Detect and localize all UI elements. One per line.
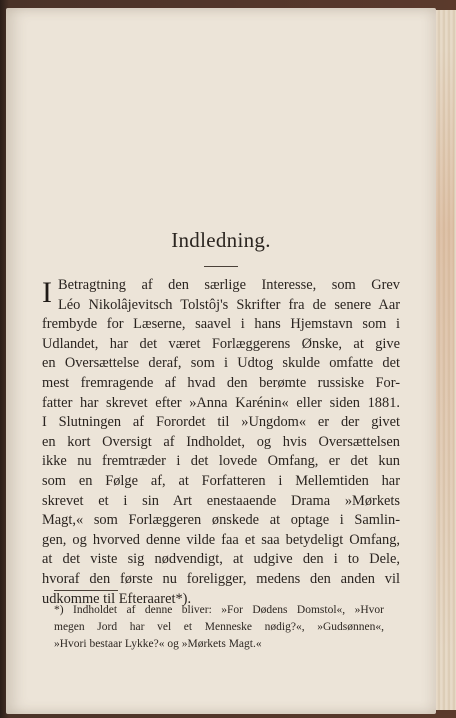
footnote-line: megen Jord har vel et Menneske nødig?«, »Gudsønnen«, (54, 621, 384, 633)
footnote-line: »Hvori bestaar Lykke?« og »Mørkets Magt.« (54, 638, 262, 650)
text-line: en Oversættelse deraf, som i Udtog skulde omfatte det (42, 355, 400, 372)
heading-rule (204, 266, 238, 267)
text-line: gen, og hvorved denne vilde faa et saa betydeligt Omfang, (42, 531, 400, 548)
text-line: en kort Oversigt af Indholdet, og hvis Oversættelsen (42, 433, 400, 450)
text-line: mest fremragende af hvad den berømte russiske For- (42, 374, 400, 391)
text-line: Betragtning af den særlige Interesse, som Grev (58, 277, 400, 293)
footnote-line: *) Indholdet af denne bliver: »For Dødens Domstol«, »Hvor (54, 604, 384, 616)
text-line: hvoraf den første nu foreligger, medens den anden vil (42, 570, 400, 587)
text-line: at det viste sig nødvendigt, at udgive den i to Dele, (42, 551, 400, 568)
text-line: udkomme til Efteraaret*). (42, 590, 192, 607)
text-line: fatter har skrevet efter »Anna Karénin« eller siden 1881. (42, 394, 400, 411)
footnote (54, 602, 384, 653)
text-line: Udlandet, har det været Forlæggerens Ønske, at give (42, 335, 400, 352)
book-page (6, 8, 436, 714)
text-line: I Slutningen af Forordet til »Ungdom« er der givet (42, 414, 400, 431)
chapter-heading: Indledning. (171, 228, 271, 252)
drop-cap: I (42, 276, 52, 309)
footnote-rule (54, 590, 118, 591)
text-line: Magt,« som Forlæggeren ønskede at optage i Samlin- (42, 512, 400, 529)
text-line: Léo Nikolâjevitsch Tolstôj's Skrifter fra de senere Aar (58, 296, 400, 313)
text-line: frembyde for Læserne, saavel i hans Hjemstavn som i (42, 316, 400, 333)
text-line: skrevet et i sin Art enestaaende Drama »Mørkets (42, 492, 400, 509)
text-line: ikke nu fremtræder i det lovede Omfang, er det kun (42, 453, 400, 470)
text-line: som en Følge af, at Forfatteren i Mellemtiden har (42, 472, 400, 489)
main-paragraph (42, 276, 400, 609)
